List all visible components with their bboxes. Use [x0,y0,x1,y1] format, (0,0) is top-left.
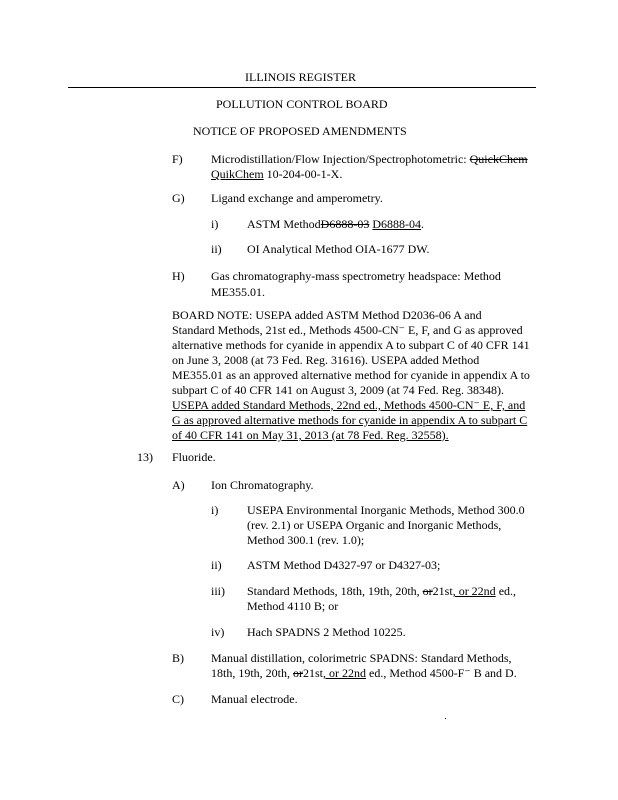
item-g-i-label: i) [211,217,219,231]
fluoride-a-i-line3: Method 300.1 (rev. 1.0); [247,533,365,547]
item-g-label: G) [172,191,185,205]
fluoride-b-label: B) [172,651,184,665]
fluoride-b-line2 [211,665,517,681]
board-note-line: ME355.01 as an approved alternative method for cyanide in appendix A to [172,368,530,382]
fluoride-a-label: A) [172,478,185,492]
fluoride-a-i-line1: USEPA Environmental Inorganic Methods, Method 300.0 [247,503,525,517]
fluoride-a-iv-label: iv) [211,625,225,639]
fluoride-a-i-label: i) [211,503,219,517]
board-title: POLLUTION CONTROL BOARD [216,97,388,111]
fluoride-a-iii-label: iii) [211,584,225,598]
fluoride-b-deleted: or [293,666,304,680]
item-f-line1 [211,151,528,167]
register-title: ILLINOIS REGISTER [245,70,356,84]
stray-mark [445,718,446,719]
item-g-i-text: ASTM Method [247,217,321,231]
item-h-label: H) [172,269,185,283]
board-note-line: subpart C of 40 CFR 141 on August 3, 2009 (at 74 Fed. Reg. 38348). [172,383,504,397]
item-f-label: F) [172,152,183,166]
fluoride-c-label: C) [172,692,184,706]
fluoride-a-iii-post: ed., [498,584,517,598]
fluoride-a-iii-deleted: or [422,584,433,598]
notice-title: NOTICE OF PROPOSED AMENDMENTS [193,124,407,138]
board-note-line: Standard Methods, 21st ed., Methods 4500-CN⁻ E, F, and G as approved [172,323,523,337]
item-g-i-inserted: D6888-04 [372,217,422,231]
fluoride-b-line1: Manual distillation, colorimetric SPADNS: Standard Methods, [211,651,512,665]
board-note-line: alternative methods for cyanide in appendix A to subpart C of 40 CFR 141 [172,338,530,352]
board-note-line: on June 3, 2008 (at 73 Fed. Reg. 31616). USEPA added Method [172,353,480,367]
fluoride-b-pre: 18th, 19th, 20th, [211,666,291,680]
item-g-i-period: . [421,217,425,231]
fluoride-a-ii-label: ii) [211,558,222,572]
item-f-method: 10-204-00-1-X. [266,167,343,181]
fluoride-a-text: Ion Chromatography. [211,478,314,492]
fluoride-b-inserted: , or 22nd [323,666,367,680]
fluoride-a-ii-text: ASTM Method D4327-97 or D4327-03; [247,558,441,572]
item-f-inserted: QuikChem [211,167,264,181]
header-rule [68,87,536,88]
item-g-i-line [247,216,424,232]
item-f-text: Microdistillation/Flow Injection/Spectrophotometric: [211,152,467,166]
item-f-line2 [211,166,342,182]
board-note-inserted-line: USEPA added Standard Methods, 22nd ed., Methods 4500-CN⁻ E, F, and [172,398,526,412]
item-g-i-deleted: D6888-03 [320,217,370,231]
fluoride-b-post: ed., Method 4500-F⁻ B and D. [369,666,517,680]
fluoride-a-iii-line2: Method 4110 B; or [247,599,339,613]
section-13-title: Fluoride. [172,450,216,464]
fluoride-c-text: Manual electrode. [211,692,298,706]
fluoride-a-iii-mid: 21st [432,584,453,598]
item-f-deleted: QuickChem [469,152,528,166]
item-h-line1: Gas chromatography-mass spectrometry headspace: Method [211,269,501,283]
fluoride-a-iii-pre: Standard Methods, 18th, 19th, 20th, [247,584,420,598]
fluoride-a-iii-line1 [247,583,516,599]
fluoride-a-iii-inserted: , or 22nd [452,584,496,598]
item-g-ii-text: OI Analytical Method OIA-1677 DW. [247,242,430,256]
fluoride-a-i-line2: (rev. 2.1) or USEPA Organic and Inorganic Methods, [247,518,502,532]
board-note-inserted-line: of 40 CFR 141 on May 31, 2013 (at 78 Fed. Reg. 32558). [172,428,449,442]
board-note-inserted-line: G as approved alternative methods for cyanide in appendix A to subpart C [172,413,528,427]
item-g-ii-label: ii) [211,242,222,256]
fluoride-b-mid: 21st [303,666,324,680]
fluoride-a-iv-text: Hach SPADNS 2 Method 10225. [247,625,406,639]
item-g-text: Ligand exchange and amperometry. [211,191,383,205]
item-h-line2: ME355.01. [211,285,265,299]
board-note-line: BOARD NOTE: USEPA added ASTM Method D2036-06 A and [172,308,482,322]
section-13-label: 13) [137,450,153,464]
